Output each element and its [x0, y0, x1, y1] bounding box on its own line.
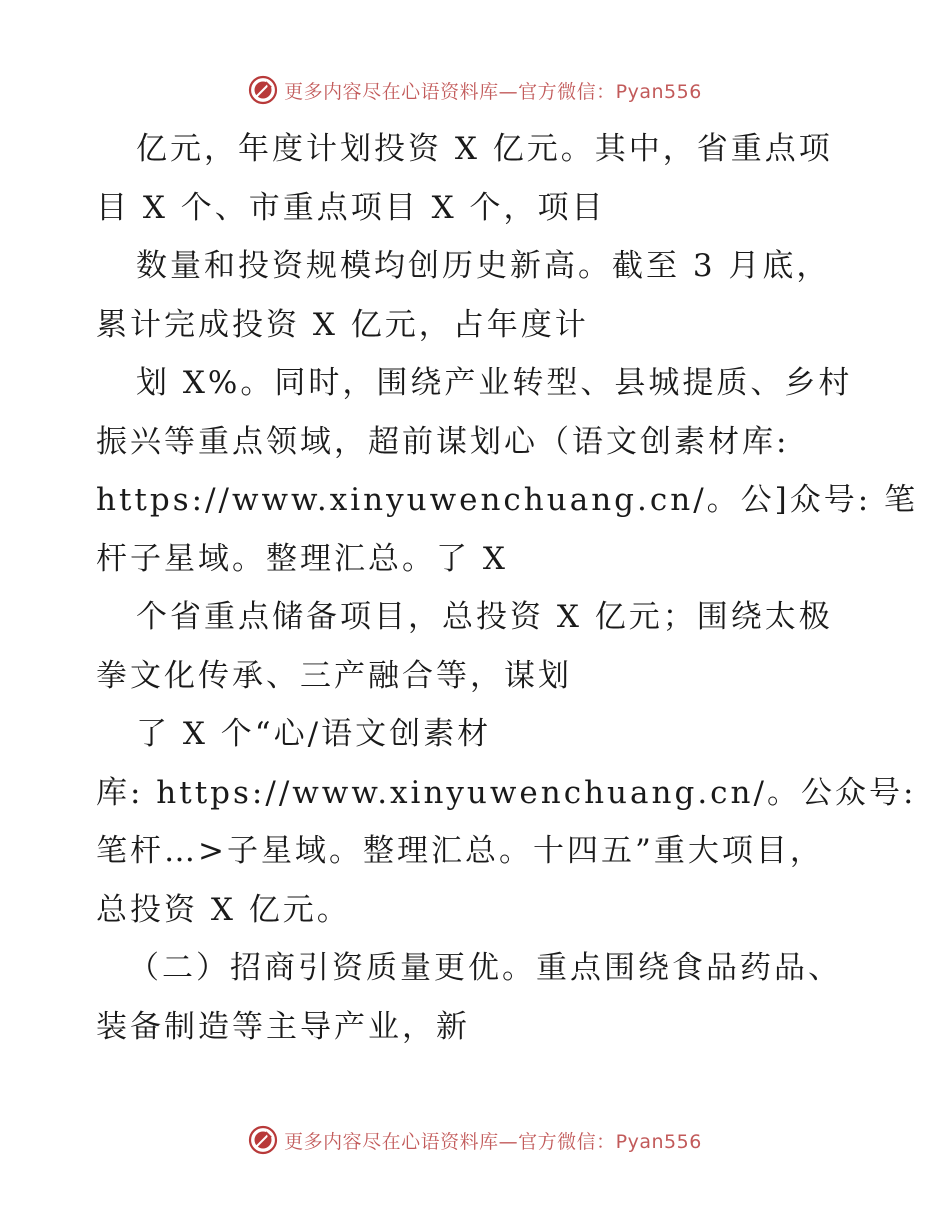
text-line: 累计完成投资 X 亿元，占年度计 — [96, 306, 589, 343]
text-line: 杆子星域。整理汇总。了 X — [96, 540, 508, 577]
text-line: 装备制造等主导产业，新 — [96, 1008, 470, 1045]
text-line: （二）招商引资质量更优。重点围绕食品药品、 — [128, 950, 842, 986]
header-banner-text: 更多内容尽在心语资料库—官方微信：Pyan556 — [284, 80, 702, 103]
text-line: 振兴等重点领域，超前谋划心（语文创素材库: — [96, 423, 790, 460]
quill-seal-icon — [248, 75, 278, 105]
quill-seal-icon — [248, 1125, 278, 1155]
text-line: 数量和投资规模均创历史新高。截至 3 月底， — [136, 248, 831, 284]
document-body — [96, 120, 919, 1056]
text-line: 笔杆…>子星域。整理汇总。十四五”重大项目， — [96, 833, 824, 869]
text-line: 库: https://www.xinyuwenchuang.cn/。公众号: — [96, 774, 917, 811]
text-line: 拳文化传承、三产融合等，谋划 — [96, 657, 572, 694]
text-line: 目 X 个、市重点项目 X 个，项目 — [96, 189, 606, 226]
text-line: 总投资 X 亿元。 — [96, 891, 351, 928]
text-line: 个省重点储备项目，总投资 X 亿元；围绕太极 — [136, 599, 833, 635]
text-line: 了 X 个“心/语文创素材 — [136, 716, 492, 752]
text-line: https://www.xinyuwenchuang.cn/。公]众号: 笔 — [96, 482, 919, 518]
header-banner — [0, 70, 950, 110]
text-line: 亿元，年度计划投资 X 亿元。其中，省重点项 — [136, 131, 833, 167]
text-line: 划 X%。同时，围绕产业转型、县城提质、乡村 — [136, 365, 853, 401]
footer-banner — [0, 1120, 950, 1160]
footer-banner-text: 更多内容尽在心语资料库—官方微信：Pyan556 — [284, 1130, 702, 1153]
